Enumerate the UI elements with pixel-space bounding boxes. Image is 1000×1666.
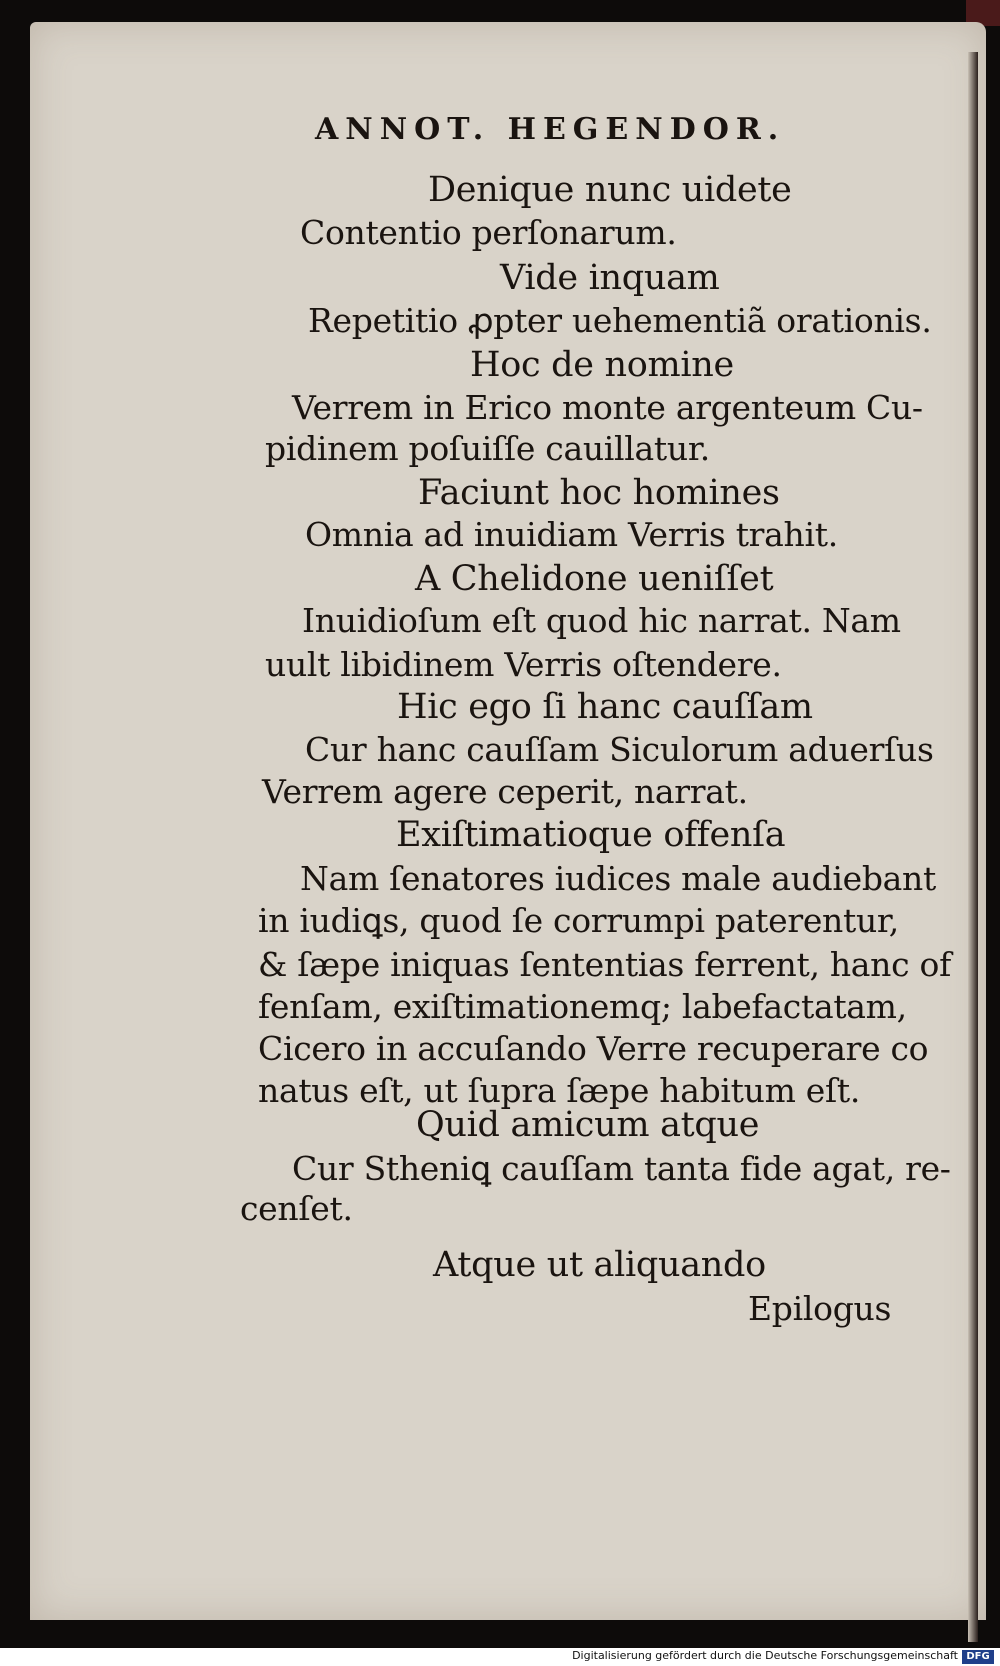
text-line-lemma: Hoc de nomine [470, 345, 734, 385]
text-line-commentary: uult libidinem Verris oſtendere. [265, 645, 782, 684]
text-line-lemma: Quid amicum atque [416, 1105, 760, 1145]
text-line-commentary: fenſam, exiſtimationemq; labefactatam, [258, 987, 907, 1026]
text-line-commentary: Nam ſenatores iudices male audiebant [300, 859, 936, 898]
text-line-commentary: in iudiꝗs, quod ſe corrumpi paterentur, [258, 901, 899, 940]
text-line-commentary: Cur hanc cauſſam Siculorum aduerſus [305, 730, 934, 769]
text-line-commentary: natus eſt, ut ſupra ſæpe habitum eſt. [258, 1071, 861, 1110]
text-line-lemma: Hic ego ſi hanc cauſſam [397, 687, 813, 727]
page-edge [968, 52, 978, 1642]
dfg-logo: DFG [962, 1650, 994, 1664]
text-line-commentary: Omnia ad inuidiam Verris trahit. [305, 515, 838, 554]
running-head: ANNOT. HEGENDOR. [315, 112, 786, 147]
digitization-credit: Digitalisierung gefördert durch die Deutsche Forschungsgemeinschaft [572, 1649, 958, 1662]
text-line-lemma: Vide inquam [500, 258, 720, 298]
text-line-commentary: & ſæpe iniquas ſententias ferrent, hanc of [258, 945, 951, 984]
text-line-commentary: pidinem poſuiſſe cauillatur. [265, 429, 710, 468]
text-line-lemma: Faciunt hoc homines [418, 473, 780, 513]
text-line-lemma: Denique nunc uidete [428, 170, 792, 210]
text-line-commentary: Contentio perſonarum. [300, 213, 677, 252]
text-line-commentary: Repetitio ꝓpter uehementiã orationis. [308, 301, 932, 340]
text-line-commentary: Inuidioſum eſt quod hic narrat. Nam [302, 601, 901, 640]
text-line-commentary: Verrem in Erico monte argenteum Cu- [292, 388, 923, 427]
text-line-lemma: A Chelidone ueniſſet [415, 559, 774, 599]
text-line-commentary: Cicero in accuſando Verre recuperare co [258, 1029, 929, 1068]
text-line-commentary: Verrem agere ceperit, narrat. [262, 772, 748, 811]
catchword: Epilogus [748, 1289, 892, 1328]
text-line-lemma: Exiſtimatioque offenſa [396, 815, 786, 855]
text-line-commentary: Cur Stheniꝗ cauſſam tanta fide agat, re- [292, 1149, 951, 1188]
text-line-lemma: Atque ut aliquando [433, 1245, 766, 1285]
text-line-commentary: cenſet. [240, 1189, 353, 1228]
